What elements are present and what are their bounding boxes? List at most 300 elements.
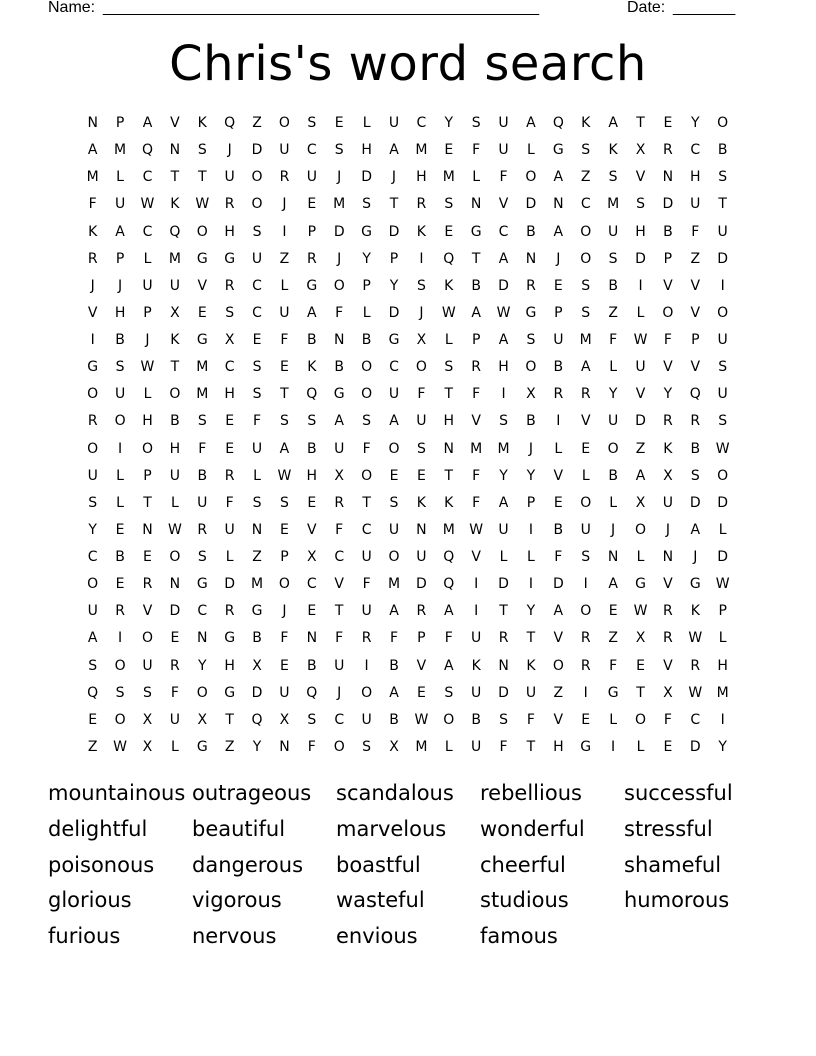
- grid-letter: I: [638, 277, 643, 294]
- grid-letter: S: [115, 684, 125, 701]
- grid-letter: V: [663, 576, 673, 593]
- grid-letter: O: [443, 711, 455, 728]
- grid-letter: P: [718, 603, 727, 620]
- grid-letter: Y: [444, 115, 454, 132]
- grid-letter: A: [87, 630, 98, 647]
- grid-letter: L: [225, 549, 234, 566]
- grid-letter: O: [141, 630, 153, 647]
- grid-letter: N: [279, 738, 290, 755]
- grid-letter: G: [224, 684, 236, 701]
- grid-letter: B: [307, 332, 317, 349]
- grid-letter: A: [115, 223, 125, 240]
- grid-letter: D: [717, 250, 729, 267]
- grid-letter: J: [282, 196, 287, 213]
- grid-letter: T: [362, 494, 371, 511]
- grid-letter: W: [469, 521, 484, 538]
- grid-letter: X: [389, 738, 399, 755]
- word-bank: [48, 776, 768, 955]
- grid-letter: M: [415, 142, 428, 159]
- grid-letter: S: [499, 413, 508, 430]
- grid-letter: S: [115, 359, 125, 376]
- grid-letter: L: [444, 738, 453, 755]
- grid-letter: F: [335, 521, 344, 538]
- grid-row: [79, 246, 737, 273]
- word-bank-item: glorious: [48, 888, 132, 913]
- grid-letter: K: [307, 359, 317, 376]
- grid-letter: B: [252, 630, 262, 647]
- grid-letter: K: [197, 115, 207, 132]
- grid-letter: W: [715, 440, 730, 457]
- grid-letter: I: [720, 277, 725, 294]
- grid-row: [79, 191, 737, 218]
- grid-letter: B: [115, 332, 125, 349]
- word-bank-item: successful: [624, 781, 733, 805]
- grid-letter: E: [389, 467, 399, 484]
- grid-letter: O: [87, 576, 99, 593]
- grid-letter: Y: [362, 250, 371, 267]
- grid-letter: E: [334, 115, 344, 132]
- grid-letter: V: [142, 603, 153, 620]
- grid-letter: N: [197, 630, 208, 647]
- grid-letter: O: [251, 169, 263, 186]
- grid-letter: N: [525, 250, 537, 267]
- grid-letter: M: [86, 169, 99, 186]
- grid-letter: G: [525, 304, 537, 321]
- word-bank-item: delightful: [48, 816, 148, 841]
- grid-letter: K: [416, 494, 426, 511]
- grid-letter: L: [527, 142, 535, 159]
- grid-letter: S: [581, 304, 591, 321]
- grid-letter: D: [717, 549, 729, 566]
- grid-letter: U: [169, 467, 180, 484]
- grid-letter: B: [663, 223, 673, 240]
- grid-letter: D: [552, 576, 564, 593]
- grid-letter: F: [335, 304, 344, 321]
- word-bank-item: studious: [480, 888, 569, 913]
- grid-letter: B: [307, 657, 317, 674]
- grid-row: [79, 408, 737, 435]
- grid-letter: X: [170, 304, 180, 321]
- grid-letter: L: [116, 494, 124, 511]
- grid-letter: U: [635, 359, 646, 376]
- grid-letter: K: [444, 494, 454, 511]
- grid-letter: D: [388, 223, 400, 240]
- grid-letter: X: [635, 630, 646, 647]
- grid-letter: V: [197, 277, 208, 294]
- grid-letter: F: [472, 494, 481, 511]
- grid-letter: A: [471, 304, 481, 321]
- grid-letter: Q: [306, 684, 318, 701]
- grid-letter: W: [414, 711, 429, 728]
- grid-letter: O: [196, 223, 208, 240]
- grid-letter: D: [388, 304, 400, 321]
- grid-letter: U: [251, 440, 263, 457]
- grid-letter: H: [690, 169, 701, 186]
- grid-letter: U: [580, 521, 591, 538]
- grid-letter: G: [361, 223, 373, 240]
- grid-letter: U: [416, 413, 427, 430]
- word-bank-item: rebellious: [480, 781, 582, 805]
- grid-letter: S: [608, 250, 618, 267]
- grid-letter: S: [88, 657, 98, 674]
- grid-letter: V: [635, 169, 646, 186]
- grid-letter: E: [225, 440, 235, 457]
- grid-letter: M: [442, 521, 455, 538]
- grid-letter: T: [197, 169, 207, 186]
- grid-letter: L: [253, 467, 261, 484]
- grid-letter: R: [580, 630, 591, 647]
- grid-letter: T: [636, 684, 645, 701]
- grid-letter: B: [608, 467, 618, 484]
- grid-letter: B: [170, 413, 180, 430]
- page-title: Chris's word search: [169, 36, 647, 92]
- grid-letter: S: [279, 413, 289, 430]
- grid-letter: O: [662, 304, 674, 321]
- grid-row: [79, 327, 737, 354]
- grid-letter: C: [252, 304, 262, 321]
- grid-letter: A: [553, 223, 564, 240]
- grid-letter: L: [362, 304, 371, 321]
- grid-letter: U: [690, 196, 701, 213]
- grid-letter: E: [581, 711, 591, 728]
- grid-letter: B: [389, 657, 399, 674]
- grid-letter: L: [636, 738, 645, 755]
- grid-letter: O: [169, 549, 181, 566]
- grid-letter: B: [471, 277, 481, 294]
- grid-row: [79, 490, 737, 517]
- grid-letter: U: [553, 332, 564, 349]
- grid-letter: S: [143, 684, 152, 701]
- grid-letter: M: [579, 332, 592, 349]
- grid-letter: L: [718, 521, 727, 538]
- grid-letter: F: [307, 738, 316, 755]
- grid-row: [79, 436, 737, 463]
- grid-letter: P: [389, 250, 399, 267]
- grid-letter: U: [717, 223, 728, 240]
- grid-letter: K: [471, 657, 481, 674]
- grid-letter: L: [280, 277, 289, 294]
- grid-letter: C: [690, 142, 701, 159]
- grid-letter: F: [691, 223, 700, 240]
- grid-letter: G: [224, 630, 236, 647]
- grid-letter: N: [142, 521, 153, 538]
- grid-letter: S: [636, 196, 645, 213]
- grid-letter: N: [251, 521, 263, 538]
- grid-letter: V: [690, 359, 701, 376]
- word-bank-item: shameful: [624, 852, 722, 877]
- grid-letter: S: [471, 115, 481, 132]
- grid-letter: U: [361, 603, 372, 620]
- grid-letter: Y: [691, 115, 700, 132]
- grid-row: [79, 219, 737, 246]
- grid-letter: O: [388, 440, 400, 457]
- grid-letter: E: [280, 657, 289, 674]
- grid-letter: L: [609, 711, 618, 728]
- grid-letter: G: [196, 250, 208, 267]
- grid-letter: R: [87, 413, 98, 430]
- grid-letter: F: [253, 413, 262, 430]
- grid-letter: H: [114, 304, 126, 321]
- grid-letter: N: [306, 630, 318, 647]
- grid-letter: S: [581, 142, 591, 159]
- grid-letter: O: [525, 169, 537, 186]
- grid-letter: Z: [608, 630, 618, 647]
- grid-letter: L: [362, 115, 371, 132]
- grid-letter: W: [140, 196, 155, 213]
- grid-letter: S: [581, 549, 591, 566]
- grid-letter: Z: [279, 250, 290, 267]
- word-bank-item: famous: [480, 924, 558, 948]
- grid-letter: T: [526, 738, 536, 755]
- grid-letter: L: [143, 386, 152, 403]
- grid-letter: U: [279, 684, 290, 701]
- grid-letter: A: [526, 115, 536, 132]
- grid-letter: W: [633, 332, 648, 349]
- grid-letter: O: [388, 549, 400, 566]
- grid-row: [79, 598, 737, 625]
- grid-letter: X: [142, 738, 153, 755]
- grid-letter: W: [195, 196, 210, 213]
- grid-letter: L: [609, 359, 618, 376]
- grid-letter: S: [252, 386, 262, 403]
- grid-letter: Z: [635, 440, 646, 457]
- grid-letter: X: [526, 386, 536, 403]
- word-bank-item: wonderful: [480, 816, 585, 841]
- grid-letter: I: [528, 576, 534, 593]
- grid-letter: P: [663, 250, 673, 267]
- grid-letter: U: [525, 684, 537, 701]
- grid-letter: F: [444, 630, 453, 647]
- grid-letter: A: [443, 603, 454, 620]
- grid-letter: O: [361, 386, 373, 403]
- grid-letter: O: [580, 494, 592, 511]
- grid-letter: O: [333, 277, 345, 294]
- grid-letter: O: [114, 711, 126, 728]
- grid-letter: R: [224, 196, 235, 213]
- grid-letter: C: [389, 359, 399, 376]
- grid-letter: L: [170, 494, 179, 511]
- grid-letter: D: [635, 413, 646, 430]
- grid-letter: K: [88, 223, 98, 240]
- name-label: Name:: [48, 0, 96, 16]
- grid-letter: O: [169, 386, 181, 403]
- grid-letter: R: [306, 250, 317, 267]
- grid-letter: W: [140, 359, 155, 376]
- header: [0, 0, 816, 19]
- grid-letter: M: [333, 196, 346, 213]
- word-bank-item: beautiful: [192, 816, 286, 841]
- grid-row: [79, 544, 737, 571]
- grid-letter: J: [391, 169, 397, 186]
- grid-letter: N: [662, 169, 674, 186]
- word-bank-item: poisonous: [48, 852, 155, 877]
- grid-letter: O: [580, 223, 592, 240]
- grid-letter: F: [472, 142, 481, 159]
- grid-letter: S: [88, 494, 98, 511]
- grid-letter: X: [416, 332, 427, 349]
- grid-letter: U: [197, 494, 208, 511]
- grid-letter: U: [224, 169, 235, 186]
- grid-letter: B: [690, 440, 701, 457]
- grid-letter: O: [634, 711, 647, 728]
- grid-letter: C: [690, 711, 701, 728]
- grid-letter: R: [224, 277, 235, 294]
- grid-letter: T: [471, 250, 481, 267]
- grid-row: [79, 463, 737, 490]
- grid-letter: D: [251, 684, 263, 701]
- grid-letter: O: [361, 684, 373, 701]
- grid-letter: S: [690, 467, 700, 484]
- grid-letter: T: [444, 467, 454, 484]
- grid-letter: F: [170, 684, 179, 701]
- grid-letter: S: [252, 494, 262, 511]
- grid-letter: D: [498, 576, 509, 593]
- grid-letter: A: [608, 115, 618, 132]
- grid-letter: I: [118, 440, 123, 457]
- grid-row: [79, 110, 737, 137]
- grid-letter: X: [635, 494, 646, 511]
- grid-letter: T: [444, 386, 454, 403]
- grid-letter: I: [419, 250, 424, 267]
- grid-letter: T: [170, 169, 180, 186]
- grid-letter: R: [142, 576, 153, 593]
- grid-letter: D: [689, 494, 701, 511]
- word-bank-item: boastful: [336, 852, 421, 877]
- grid-letter: J: [145, 332, 150, 349]
- grid-letter: S: [718, 359, 728, 376]
- grid-letter: A: [307, 304, 317, 321]
- grid-letter: P: [307, 223, 317, 240]
- grid-letter: U: [471, 738, 482, 755]
- grid-letter: F: [389, 630, 399, 647]
- grid-letter: Y: [526, 467, 536, 484]
- grid-letter: A: [498, 494, 509, 511]
- grid-letter: D: [525, 196, 537, 213]
- grid-letter: O: [87, 440, 99, 457]
- grid-letter: K: [444, 277, 454, 294]
- grid-letter: O: [141, 440, 153, 457]
- grid-letter: U: [169, 711, 180, 728]
- grid-letter: S: [526, 332, 536, 349]
- grid-letter: Q: [443, 549, 455, 566]
- grid-letter: L: [444, 332, 453, 349]
- grid-letter: R: [663, 603, 673, 620]
- grid-letter: Z: [690, 250, 701, 267]
- grid-letter: W: [496, 304, 511, 321]
- grid-letter: U: [361, 549, 372, 566]
- grid-letter: B: [471, 711, 481, 728]
- grid-letter: F: [663, 332, 672, 349]
- grid-row: [79, 164, 737, 191]
- grid-letter: L: [636, 304, 645, 321]
- grid-letter: N: [416, 521, 427, 538]
- grid-letter: U: [142, 657, 153, 674]
- grid-letter: T: [170, 359, 180, 376]
- grid-letter: T: [499, 603, 508, 620]
- grid-letter: G: [388, 332, 400, 349]
- grid-letter: A: [389, 603, 399, 620]
- grid-letter: U: [717, 386, 728, 403]
- grid-letter: G: [552, 142, 564, 159]
- grid-letter: H: [361, 142, 372, 159]
- grid-letter: B: [608, 277, 618, 294]
- grid-letter: H: [443, 413, 455, 430]
- grid-letter: G: [87, 359, 99, 376]
- grid-letter: R: [224, 603, 235, 620]
- grid-letter: P: [526, 494, 536, 511]
- grid-letter: N: [470, 196, 482, 213]
- grid-letter: U: [361, 711, 372, 728]
- grid-letter: Q: [251, 711, 263, 728]
- grid-letter: S: [444, 684, 454, 701]
- grid-letter: B: [717, 142, 728, 159]
- grid-letter: P: [417, 630, 426, 647]
- grid-letter: M: [470, 440, 483, 457]
- letter-grid: [79, 110, 737, 761]
- word-bank-item: vigorous: [192, 888, 282, 913]
- grid-letter: A: [142, 115, 153, 132]
- grid-letter: G: [196, 332, 208, 349]
- grid-letter: S: [362, 196, 372, 213]
- grid-letter: O: [717, 115, 729, 132]
- grid-letter: E: [197, 304, 207, 321]
- grid-letter: U: [114, 386, 126, 403]
- grid-letter: U: [388, 521, 400, 538]
- grid-letter: G: [196, 576, 208, 593]
- grid-letter: O: [580, 250, 592, 267]
- grid-letter: Q: [141, 142, 153, 159]
- grid-letter: P: [115, 115, 125, 132]
- grid-letter: B: [361, 332, 372, 349]
- grid-letter: H: [717, 657, 728, 674]
- grid-letter: L: [116, 169, 124, 186]
- grid-letter: B: [526, 223, 536, 240]
- grid-letter: E: [280, 359, 289, 376]
- grid-letter: D: [251, 142, 263, 159]
- grid-letter: J: [337, 169, 342, 186]
- grid-letter: N: [169, 576, 181, 593]
- grid-letter: E: [115, 576, 125, 593]
- grid-letter: W: [167, 521, 182, 538]
- grid-letter: N: [443, 440, 455, 457]
- grid-letter: I: [474, 576, 479, 593]
- grid-letter: V: [663, 277, 673, 294]
- grid-letter: U: [224, 521, 235, 538]
- grid-letter: R: [580, 657, 591, 674]
- grid-letter: K: [416, 223, 426, 240]
- grid-letter: T: [636, 115, 645, 132]
- grid-row: [79, 680, 737, 707]
- grid-letter: I: [611, 738, 616, 755]
- grid-letter: X: [635, 142, 646, 159]
- grid-letter: G: [251, 603, 263, 620]
- grid-letter: Y: [663, 386, 673, 403]
- word-bank-item: cheerful: [480, 852, 566, 877]
- grid-letter: E: [416, 467, 426, 484]
- grid-letter: W: [688, 684, 703, 701]
- grid-letter: S: [416, 440, 426, 457]
- grid-letter: Q: [443, 250, 455, 267]
- grid-letter: U: [471, 684, 482, 701]
- grid-letter: R: [197, 521, 208, 538]
- grid-letter: F: [609, 332, 618, 349]
- grid-letter: B: [526, 413, 536, 430]
- grid-letter: D: [361, 169, 372, 186]
- grid-letter: H: [306, 467, 318, 484]
- grid-letter: R: [690, 657, 701, 674]
- grid-letter: A: [690, 521, 701, 538]
- grid-letter: H: [142, 413, 153, 430]
